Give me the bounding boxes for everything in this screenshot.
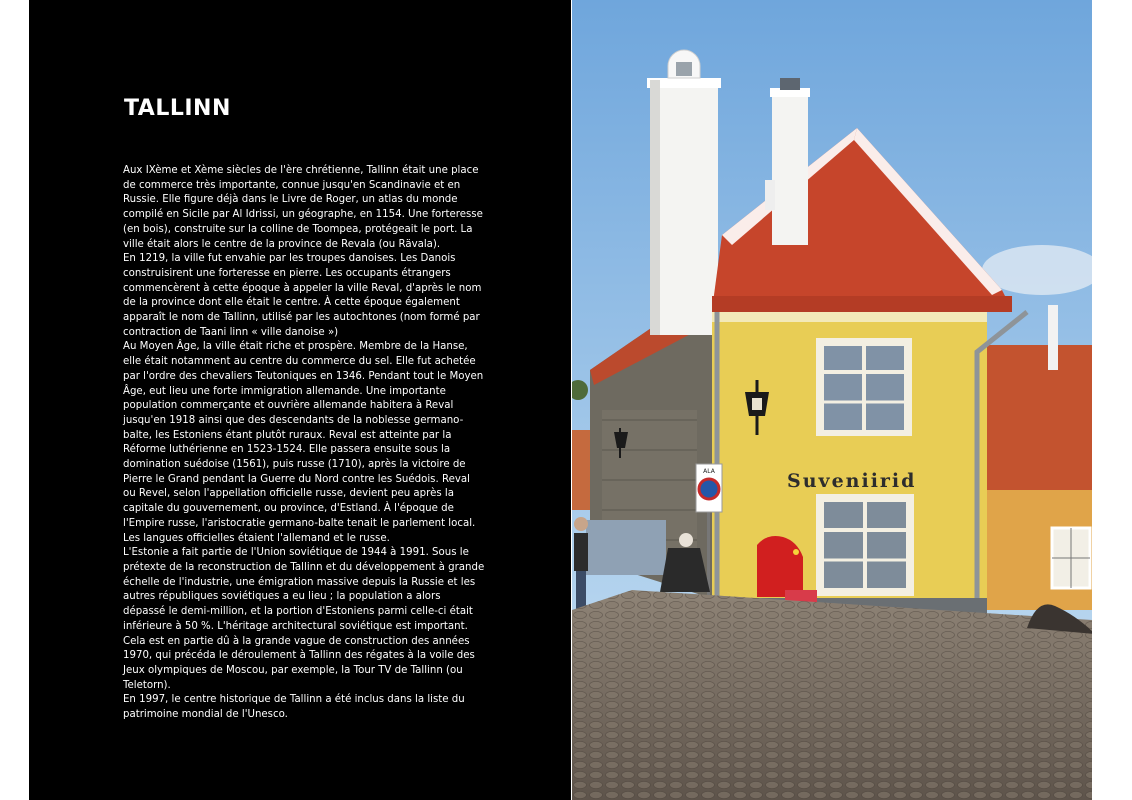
sign-text: ALA bbox=[703, 468, 715, 475]
orange-building bbox=[977, 305, 1092, 610]
paragraph-danish: En 1219, la ville fut envahie par les troupes danoises. Les Danois construisirent une forteresse en pierre. Les occupants étrangers commencèrent à cette époque à appeler la ville Reval, d'après le nom de la province dont elle était le centre. À cette époque également apparaît le nom de Tallinn, utilisé par les autochtones (nom formé par contraction de Taani linn « ville danoise ») bbox=[123, 253, 482, 338]
small-chimney bbox=[765, 180, 775, 210]
paragraph-origins: Aux IXème et Xème siècles de l'ère chrétienne, Tallinn était une place de commerce très importante, connue jusqu'en Scandinavie et en Russie. Elle figure déjà dans le Livre de Roger, un atlas du monde compilé en Sicile par Al Idrissi, un géographe, en 1154. Une forteresse (en bois), construite sur la colline de Toompea, protégeait le port. La ville était alors le centre de la province de Revala (ou Rävala). bbox=[123, 165, 483, 250]
white-tower bbox=[647, 50, 721, 335]
page-title: TALLINN bbox=[124, 96, 231, 121]
shop-sign: Suveniirid bbox=[787, 470, 917, 492]
text-panel bbox=[29, 0, 571, 800]
paragraph-middle-ages: Au Moyen Âge, la ville était riche et prospère. Membre de la Hanse, elle était notamment au centre du commerce du sel. Elle fut achetée par l'ordre des chevaliers Teutoniques en 1346. Pendant tout le Moyen Âge, eut lieu une forte immigration allemande. Une importante population commerçante et ouvrière allemande habitera à Reval jusqu'en 1918 ainsi que des descendants de la noblesse germano-balte, les Estoniens étant plutôt ruraux. Reval est atteinte par la Réforme luthérienne en 1523-1524. Elle passera ensuite sous la domination suédoise (1561), puis russe (1710), après la victoire de Pierre le Grand pendant la Guerre du Nord contre les Suédois. Reval ou Revel, selon l'appellation officielle russe, devient peu après la capitale du gouvernement, ou province, d'Estland. À l'époque de l'Empire russe, l'aristocratie germano-balte tenait le parlement local. Les langues officielles étaient l'allemand et le russe. bbox=[123, 341, 484, 544]
article-body bbox=[123, 164, 485, 723]
fence bbox=[586, 520, 666, 575]
paragraph-unesco: En 1997, le centre historique de Tallinn a été inclus dans la liste du patrimoine mondial de l'Unesco. bbox=[123, 694, 465, 721]
chimney bbox=[772, 95, 808, 245]
paragraph-soviet: L'Estonie a fait partie de l'Union soviétique de 1944 à 1991. Sous le prétexte de la reconstruction de Tallinn et du développement à grande échelle de l'industrie, une émigration massive depuis la Russie et les autres républiques soviétiques a eu lieu ; la population a alors dépassé le demi-million, et la portion d'Estoniens parmi celle-ci était inférieure à 50 %. L'héritage architectural soviétique est important. Cela est en partie dû à la grande vague de construction des années 1970, qui précéda le déroulement à Tallinn des régates à la voile des Jeux olympiques de Moscou, par exemple, la Tour TV de Tallinn (ou Teletorn). bbox=[123, 547, 485, 691]
chimney-top bbox=[780, 78, 800, 90]
street-photo bbox=[572, 0, 1092, 800]
street-photo-illustration bbox=[572, 0, 1092, 800]
